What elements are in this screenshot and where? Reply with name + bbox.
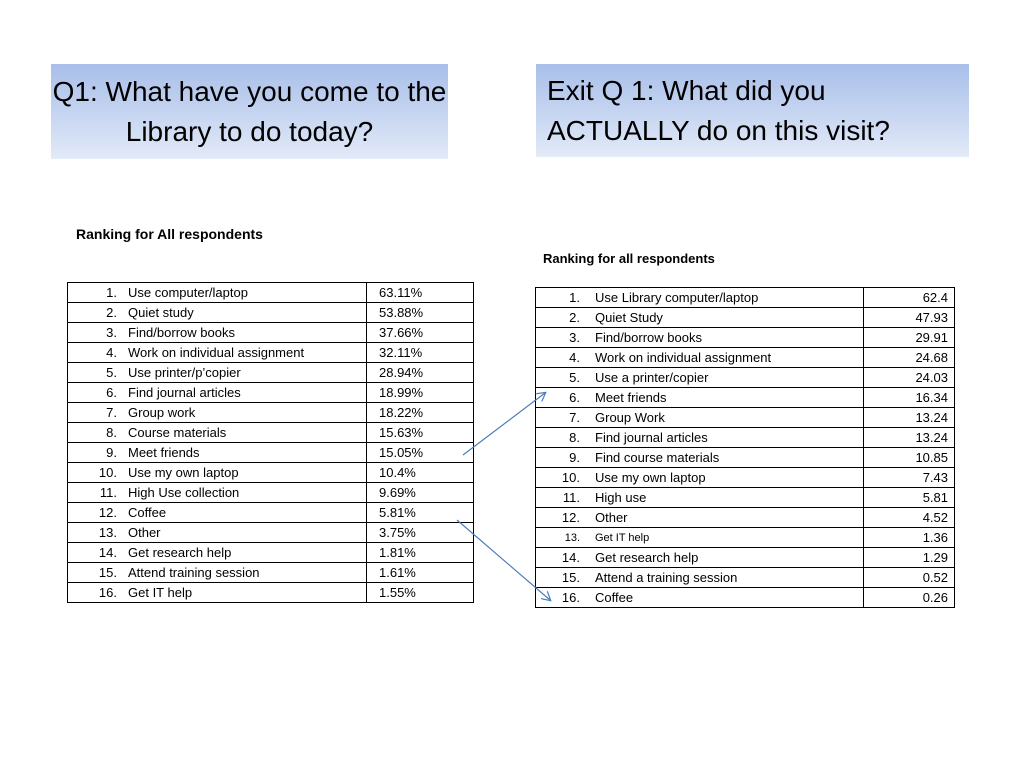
percentage-cell: 1.55% bbox=[367, 583, 474, 603]
percentage-cell: 47.93 bbox=[864, 308, 955, 328]
rank-number: 6. bbox=[106, 384, 117, 400]
rank-number: 12. bbox=[98, 504, 117, 520]
rank-number: 8. bbox=[106, 424, 117, 440]
rank-number: 7. bbox=[106, 404, 117, 420]
activity-label: Other bbox=[128, 524, 161, 540]
activity-label: Course materials bbox=[128, 424, 227, 440]
rank-number: 4. bbox=[569, 349, 580, 365]
rank-number: 16. bbox=[561, 589, 580, 605]
activity-label: Coffee bbox=[595, 589, 634, 605]
percentage-cell: 10.85 bbox=[864, 448, 955, 468]
activity-label: Other bbox=[595, 509, 628, 525]
table-caption: Ranking for All respondents bbox=[76, 226, 263, 242]
percentage-cell: 28.94% bbox=[367, 363, 474, 383]
percentage-cell: 5.81 bbox=[864, 488, 955, 508]
percentage-cell: 37.66% bbox=[367, 323, 474, 343]
activity-label: Use printer/p’copier bbox=[128, 364, 241, 380]
activity-label: Find/borrow books bbox=[595, 329, 702, 345]
activity-label: Find/borrow books bbox=[128, 324, 235, 340]
table-caption: Ranking for all respondents bbox=[543, 251, 715, 266]
rank-number: 16. bbox=[98, 584, 117, 600]
percentage-cell: 4.52 bbox=[864, 508, 955, 528]
rank-number: 1. bbox=[106, 284, 117, 300]
percentage-cell: 0.26 bbox=[864, 588, 955, 608]
percentage-cell: 53.88% bbox=[367, 303, 474, 323]
question-text: Q1: What have you come to the Library to do today? bbox=[52, 76, 447, 147]
activity-label: Work on individual assignment bbox=[128, 344, 305, 360]
rank-number: 8. bbox=[569, 429, 580, 445]
rank-number: 10. bbox=[98, 464, 117, 480]
rank-number: 14. bbox=[98, 544, 117, 560]
activity-label: Use Library computer/laptop bbox=[595, 289, 759, 305]
activity-label: High use bbox=[595, 489, 647, 505]
percentage-cell: 62.4 bbox=[864, 288, 955, 308]
rank-number: 2. bbox=[569, 309, 580, 325]
percentage-cell: 9.69% bbox=[367, 483, 474, 503]
rank-number: 14. bbox=[561, 549, 580, 565]
percentage-cell: 13.24 bbox=[864, 408, 955, 428]
activity-label: Find journal articles bbox=[128, 384, 241, 400]
rank-number: 6. bbox=[569, 389, 580, 405]
activity-label: Group Work bbox=[595, 409, 665, 425]
percentage-cell: 15.63% bbox=[367, 423, 474, 443]
percentage-cell: 3.75% bbox=[367, 523, 474, 543]
activity-label: Find course materials bbox=[595, 449, 720, 465]
rank-number: 12. bbox=[561, 509, 580, 525]
percentage-cell: 7.43 bbox=[864, 468, 955, 488]
activity-label: Meet friends bbox=[595, 389, 667, 405]
percentage-cell: 16.34 bbox=[864, 388, 955, 408]
activity-label: Coffee bbox=[128, 504, 167, 520]
rank-number: 10. bbox=[561, 469, 580, 485]
activity-label: Group work bbox=[128, 404, 196, 420]
activity-label: Meet friends bbox=[128, 444, 200, 460]
activity-label: Get research help bbox=[595, 549, 699, 565]
rank-number: 5. bbox=[106, 364, 117, 380]
rank-number: 3. bbox=[106, 324, 117, 340]
activity-label: Quiet Study bbox=[595, 309, 663, 325]
activity-label: Find journal articles bbox=[595, 429, 708, 445]
activity-label: Get IT help bbox=[128, 584, 193, 600]
percentage-cell: 10.4% bbox=[367, 463, 474, 483]
rank-number: 2. bbox=[106, 304, 117, 320]
percentage-cell: 5.81% bbox=[367, 503, 474, 523]
activity-label: Get IT help bbox=[595, 532, 650, 544]
percentage-cell: 13.24 bbox=[864, 428, 955, 448]
rank-number: 1. bbox=[569, 289, 580, 305]
rank-number: 13. bbox=[98, 524, 117, 540]
percentage-cell: 24.03 bbox=[864, 368, 955, 388]
arrow-meet-friends bbox=[463, 393, 545, 455]
rank-number: 9. bbox=[106, 444, 117, 460]
rank-number: 15. bbox=[98, 564, 117, 580]
rank-number: 3. bbox=[569, 329, 580, 345]
activity-label: High Use collection bbox=[128, 484, 240, 500]
activity-label: Get research help bbox=[128, 544, 232, 560]
percentage-cell: 32.11% bbox=[367, 343, 474, 363]
percentage-cell: 1.81% bbox=[367, 543, 474, 563]
percentage-cell: 29.91 bbox=[864, 328, 955, 348]
percentage-cell: 1.36 bbox=[864, 528, 955, 548]
activity-label: Use my own laptop bbox=[595, 469, 706, 485]
rank-number: 5. bbox=[569, 369, 580, 385]
rank-number: 7. bbox=[569, 409, 580, 425]
question-text: Exit Q 1: What did you ACTUALLY do on this visit? bbox=[547, 75, 890, 146]
activity-label: Use a printer/copier bbox=[595, 369, 709, 385]
rank-number: 13. bbox=[564, 532, 580, 544]
rank-number: 4. bbox=[106, 344, 117, 360]
activity-label: Quiet study bbox=[128, 304, 194, 320]
percentage-cell: 18.22% bbox=[367, 403, 474, 423]
activity-label: Attend training session bbox=[128, 564, 260, 580]
percentage-cell: 0.52 bbox=[864, 568, 955, 588]
activity-label: Use computer/laptop bbox=[128, 284, 248, 300]
percentage-cell: 15.05% bbox=[367, 443, 474, 463]
activity-label: Work on individual assignment bbox=[595, 349, 772, 365]
percentage-cell: 63.11% bbox=[367, 283, 474, 303]
percentage-cell: 1.29 bbox=[864, 548, 955, 568]
arrow-coffee bbox=[457, 520, 550, 600]
rank-number: 11. bbox=[562, 489, 580, 505]
percentage-cell: 24.68 bbox=[864, 348, 955, 368]
activity-label: Use my own laptop bbox=[128, 464, 239, 480]
rank-number: 9. bbox=[569, 449, 580, 465]
rank-number: 15. bbox=[561, 569, 580, 585]
activity-label: Attend a training session bbox=[595, 569, 738, 585]
percentage-cell: 1.61% bbox=[367, 563, 474, 583]
percentage-cell: 18.99% bbox=[367, 383, 474, 403]
rank-number: 11. bbox=[99, 484, 117, 500]
